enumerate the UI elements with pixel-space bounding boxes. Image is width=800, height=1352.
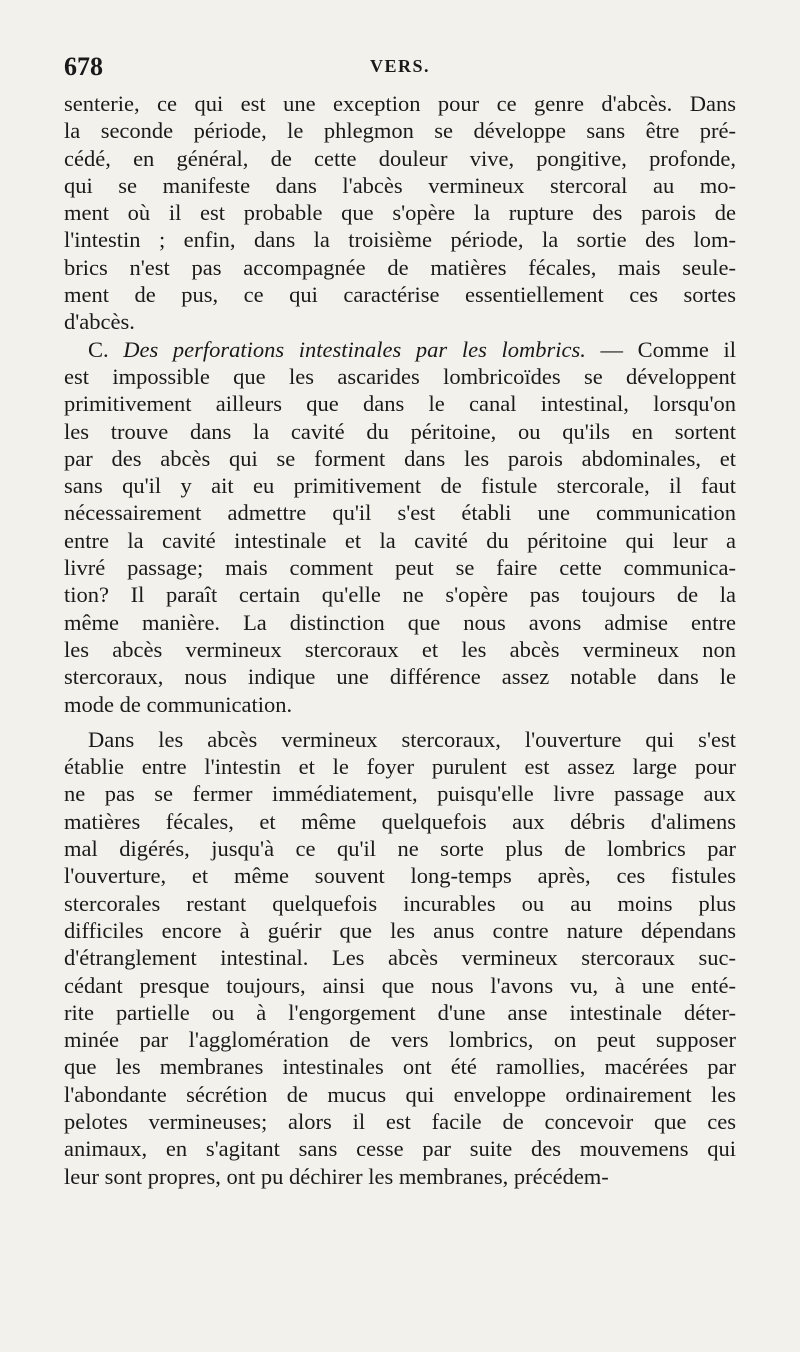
section-label: C.: [88, 336, 124, 362]
text-line: que les membranes intestinales ont été ramollies, macérées par: [64, 1054, 736, 1080]
text-line: Dans les abcès vermineux stercoraux, l'ouverture qui s'est: [88, 726, 736, 752]
text-line: primitivement ailleurs que dans le canal intestinal, lorsqu'on: [64, 391, 736, 417]
paragraph: [64, 90, 736, 336]
text-line: nécessairement admettre qu'il s'est établi une communication: [64, 500, 736, 526]
text-line: cédé, en général, de cette douleur vive, pongitive, profonde,: [64, 145, 736, 171]
section-title: Des perforations intestinales par les lombrics.: [123, 336, 586, 362]
body-text: [64, 90, 736, 1190]
text-line: ment où il est probable que s'opère la rupture des parois de: [64, 200, 736, 226]
text-line: d'étranglement intestinal. Les abcès vermineux stercoraux suc-: [64, 945, 736, 971]
text-line: d'abcès.: [64, 309, 135, 335]
text-line: les abcès vermineux stercoraux et les abcès vermineux non: [64, 636, 736, 662]
text-line: ne pas se fermer immédiatement, puisqu'elle livre passage aux: [64, 781, 736, 807]
text-line: sans qu'il y ait eu primitivement de fistule stercorale, il faut: [64, 473, 736, 499]
text-line: entre la cavité intestinale et la cavité du péritoine qui leur a: [64, 527, 736, 553]
text-line: mode de communication.: [64, 691, 293, 717]
text-line: l'intestin ; enfin, dans la troisième période, la sortie des lom-: [64, 227, 736, 253]
text-line: l'abondante sécrétion de mucus qui enveloppe ordinairement les: [64, 1081, 736, 1107]
text-line: minée par l'agglomération de vers lombrics, on peut supposer: [64, 1027, 736, 1053]
text-line: par des abcès qui se forment dans les parois abdominales, et: [64, 445, 736, 471]
text-line: matières fécales, et même quelquefois aux débris d'alimens: [64, 808, 736, 834]
text-line: l'ouverture, et même souvent long-temps après, ces fistules: [64, 863, 736, 889]
text-line: difficiles encore à guérir que les anus contre nature dépendans: [64, 917, 736, 943]
text-line: pelotes vermineuses; alors il est facile de concevoir que ces: [64, 1108, 736, 1134]
text-line: même manière. La distinction que nous avons admise entre: [64, 609, 736, 635]
text-line: livré passage; mais comment peut se faire cette communica-: [64, 555, 736, 581]
text-line: les trouve dans la cavité du péritoine, ou qu'ils en sortent: [64, 418, 736, 444]
text-line: qui se manifeste dans l'abcès vermineux stercoral au mo-: [64, 172, 736, 198]
text-line: stercorales restant quelquefois incurables ou au moins plus: [64, 890, 736, 916]
text-line: stercoraux, nous indique une différence assez notable dans le: [64, 664, 736, 690]
text-line: la seconde période, le phlegmon se développe sans être pré-: [64, 118, 736, 144]
text-line: tion? Il paraît certain qu'elle ne s'opère pas toujours de la: [64, 582, 736, 608]
section-heading-line: [64, 336, 736, 363]
text-line: est impossible que les ascarides lombricoïdes se développent: [64, 363, 736, 389]
text-line: senterie, ce qui est une exception pour ce genre d'abcès. Dans: [64, 91, 736, 116]
text-line: ment de pus, ce qui caractérise essentiellement ces sortes: [64, 282, 736, 308]
text-line: animaux, en s'agitant sans cesse par suite des mouvemens qui: [64, 1136, 736, 1162]
text-line: établie entre l'intestin et le foyer purulent est assez large pour: [64, 754, 736, 780]
page-number: 678: [64, 52, 103, 81]
paragraph: [64, 726, 736, 1190]
text-line: mal digérés, jusqu'à ce qu'il ne sorte plus de lombrics par: [64, 836, 736, 862]
running-head: VERS.: [369, 56, 430, 76]
text-line: rite partielle ou à l'engorgement d'une anse intestinale déter-: [64, 999, 736, 1025]
paragraph: [64, 336, 736, 718]
text-line: leur sont propres, ont pu déchirer les membranes, précédem-: [64, 1163, 609, 1189]
text-line: brics n'est pas accompagnée de matières fécales, mais seule-: [64, 254, 736, 280]
section-first-line-rest: — Comme il: [585, 336, 737, 362]
text-line: cédant presque toujours, ainsi que nous l'avons vu, à une enté-: [64, 972, 736, 998]
page-header: [64, 52, 736, 82]
